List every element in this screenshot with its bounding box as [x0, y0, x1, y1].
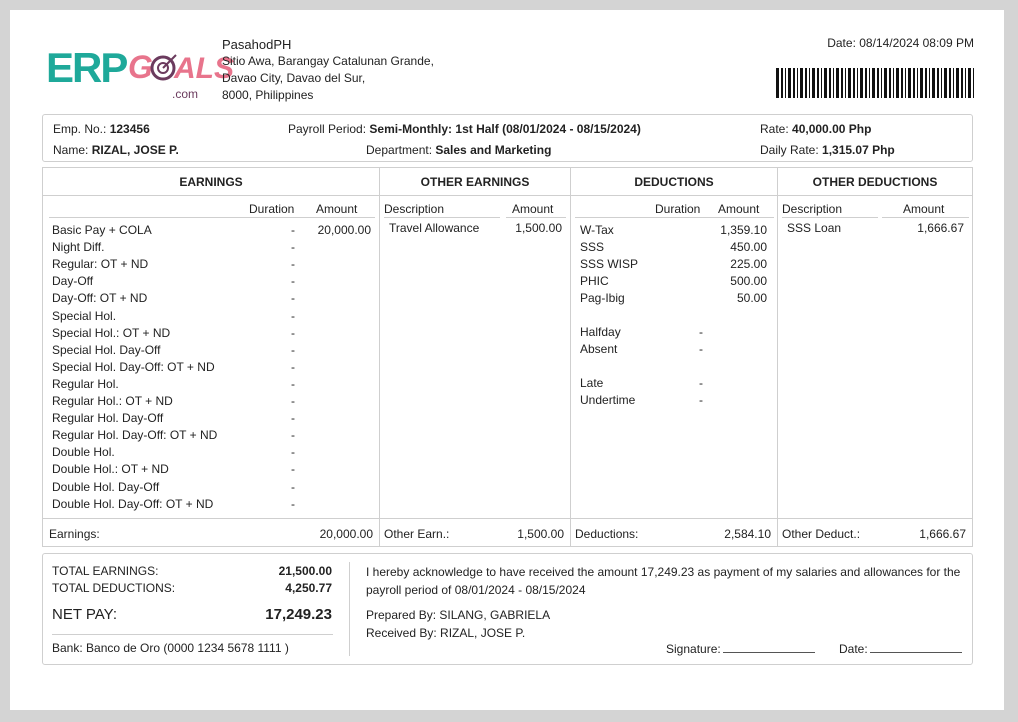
barcode-bar: [841, 68, 843, 98]
barcode-bar: [973, 68, 974, 98]
payroll-period-field: [288, 122, 641, 136]
earnings-total: 20,000.00: [319, 527, 373, 541]
earnings-row-label: Regular Hol. Day-Off: [52, 411, 164, 426]
barcode-bar: [853, 68, 855, 98]
emp-no-value: 123456: [109, 122, 150, 136]
divider: [52, 634, 333, 635]
print-date: Date: 08/14/2024 08:09 PM: [827, 36, 974, 50]
barcode-bar: [941, 68, 942, 98]
divider: [782, 217, 878, 218]
dept-label: Department:: [366, 143, 433, 157]
daily-rate-value: 1,315.07 Php: [822, 143, 895, 157]
deductions-row-label: Halfday: [580, 325, 621, 339]
acknowledgement-line: payroll period of 08/01/2024 - 08/15/2024: [366, 583, 586, 597]
barcode-bar: [881, 68, 882, 98]
date-label: Date:: [839, 642, 868, 656]
deductions-row-label: Late: [580, 376, 604, 390]
deductions-row-label: Undertime: [580, 393, 636, 407]
total-deductions-value: 4,250.77: [285, 581, 332, 595]
deductions-row-duration: -: [699, 342, 703, 356]
earnings-title: EARNINGS: [43, 168, 379, 196]
deductions-row-amount: 1,359.10: [720, 223, 767, 237]
col-description: Description: [782, 202, 843, 216]
other-deductions-section: [777, 168, 972, 546]
earnings-row-duration: -: [291, 462, 295, 477]
barcode-bar: [845, 68, 846, 98]
barcode-bar: [877, 68, 879, 98]
other-deductions-footer: [778, 518, 972, 546]
acknowledgement-line: I hereby acknowledge to have received the amount 17,249.23 as payment of my salaries and allowances for the: [366, 565, 961, 579]
barcode-bar: [925, 68, 927, 98]
earnings-row-label: Regular: OT + ND: [52, 257, 149, 272]
barcode-bar: [929, 68, 930, 98]
deductions-row-label: Absent: [580, 342, 618, 356]
barcode-bar: [961, 68, 963, 98]
divider: [882, 217, 969, 218]
barcode-bar: [932, 68, 935, 98]
date-field: [839, 642, 962, 656]
earnings-row-amount: 20,000.00: [317, 223, 371, 237]
earnings-row-duration: -: [291, 223, 295, 237]
barcode-bar: [805, 68, 807, 98]
other-earnings-row-label: Travel Allowance: [389, 221, 480, 235]
svg-text:.com: .com: [172, 87, 199, 101]
earnings-row-duration: -: [291, 257, 295, 272]
total-deductions-label: TOTAL DEDUCTIONS:: [52, 581, 176, 595]
dept-value: Sales and Marketing: [435, 143, 552, 157]
barcode-bar: [776, 68, 779, 98]
divider: [506, 217, 566, 218]
barcode-bar: [869, 68, 870, 98]
other-deductions-title: OTHER DEDUCTIONS: [778, 168, 972, 196]
earnings-row-duration: -: [291, 496, 295, 511]
pay-summary: [42, 553, 973, 665]
barcode-bar: [917, 68, 918, 98]
earnings-row-label: Regular Hol.: [52, 376, 119, 391]
received-by: Received By: RIZAL, JOSE P.: [366, 626, 526, 640]
earnings-row-duration: -: [291, 291, 295, 306]
company-name: PasahodPH: [222, 37, 292, 52]
col-amount: Amount: [903, 202, 945, 216]
emp-no-label: Emp. No.:: [53, 122, 107, 136]
signature-label: Signature:: [666, 642, 721, 656]
earnings-row-label: Night Diff.: [52, 240, 105, 255]
signature-field: [666, 642, 815, 656]
svg-text:G: G: [128, 49, 153, 85]
other-earnings-title: OTHER EARNINGS: [380, 168, 570, 196]
barcode-bar: [857, 68, 858, 98]
other-deductions-row-label: SSS Loan: [787, 221, 842, 235]
earnings-row-label: Special Hol.: OT + ND: [52, 325, 171, 340]
total-earnings-value: 21,500.00: [278, 564, 332, 578]
earnings-row-label: Basic Pay + COLA: [52, 223, 152, 237]
net-pay-label: NET PAY:: [52, 606, 118, 623]
deductions-footer: [571, 518, 777, 546]
deductions-row-amount: 450.00: [730, 240, 767, 254]
other-deductions-total-label: Other Deduct.:: [782, 527, 861, 541]
deductions-row-label: Pag-Ibig: [580, 291, 625, 305]
barcode-bar: [893, 68, 894, 98]
earnings-row-duration: -: [291, 342, 295, 357]
other-earnings-footer: [380, 518, 570, 546]
earnings-row-label: Regular Hol.: OT + ND: [52, 394, 173, 408]
earnings-row-label: Day-Off: OT + ND: [52, 291, 148, 306]
other-deductions-row-amount: 1,666.67: [917, 221, 964, 235]
name-field: [53, 143, 179, 157]
other-earnings-row-amount: 1,500.00: [515, 221, 562, 235]
deductions-row-label: SSS WISP: [580, 257, 639, 271]
barcode-bar: [800, 68, 803, 98]
barcode-bar: [884, 68, 887, 98]
payslip-sheet: [10, 10, 1004, 710]
barcode-bar: [953, 68, 954, 98]
earnings-row-label: Regular Hol. Day-Off: OT + ND: [52, 428, 218, 443]
payroll-breakdown: [42, 167, 973, 547]
barcode-bar: [821, 68, 822, 98]
barcode-bar: [896, 68, 899, 98]
earnings-row-duration: -: [291, 376, 295, 391]
earnings-row-label: Double Hol. Day-Off: [52, 479, 160, 494]
deductions-title: DEDUCTIONS: [571, 168, 777, 196]
earnings-row-duration: -: [291, 274, 295, 289]
rate-value: 40,000.00 Php: [792, 122, 872, 136]
earnings-row-label: Special Hol.: [52, 308, 117, 323]
barcode-bar: [920, 68, 923, 98]
erpgoals-logo: [46, 38, 234, 102]
deductions-row-amount: 50.00: [736, 291, 767, 305]
barcode-bar: [956, 68, 959, 98]
barcode-bar: [829, 68, 831, 98]
earnings-footer: [43, 518, 379, 546]
deductions-row-label: SSS: [580, 240, 605, 254]
barcode-bar: [944, 68, 947, 98]
svg-text:ERP: ERP: [46, 44, 127, 91]
prepared-by: Prepared By: SILANG, GABRIELA: [366, 608, 551, 622]
barcode-bar: [968, 68, 971, 98]
bank-info: Bank: Banco de Oro (0000 1234 5678 1111 ): [52, 641, 289, 655]
barcode-bar: [905, 68, 906, 98]
deductions-row-duration: -: [699, 376, 703, 390]
barcode-bar: [836, 68, 839, 98]
daily-rate-field: [760, 143, 895, 157]
deductions-total: 2,584.10: [724, 527, 771, 541]
earnings-total-label: Earnings:: [49, 527, 100, 541]
barcode-bar: [937, 68, 939, 98]
name-value: RIZAL, JOSE P.: [91, 143, 179, 157]
company-address-line: Davao City, Davao del Sur,: [222, 71, 366, 85]
earnings-row-duration: -: [291, 325, 295, 340]
earnings-row-duration: -: [291, 359, 295, 374]
earnings-row-duration: -: [291, 308, 295, 323]
col-duration: Duration: [249, 202, 295, 216]
date-line: [870, 643, 962, 653]
earnings-row-label: Special Hol. Day-Off: [52, 342, 161, 357]
earnings-row-duration: -: [291, 240, 295, 255]
deductions-row-label: W-Tax: [580, 223, 614, 237]
rate-label: Rate:: [760, 122, 789, 136]
daily-rate-label: Daily Rate:: [760, 143, 819, 157]
barcode-bar: [809, 68, 810, 98]
earnings-row-duration: -: [291, 479, 295, 494]
deductions-row-label: PHIC: [580, 274, 609, 288]
other-deductions-total: 1,666.67: [919, 527, 966, 541]
earnings-row-label: Double Hol. Day-Off: OT + ND: [52, 496, 214, 511]
company-address-line: Sitio Awa, Barangay Catalunan Grande,: [222, 54, 434, 68]
rate-field: [760, 122, 871, 136]
barcode-bar: [865, 68, 867, 98]
deductions-row-amount: 225.00: [730, 257, 767, 271]
deductions-row-amount: 500.00: [730, 274, 767, 288]
barcode-bar: [965, 68, 966, 98]
barcode-bar: [901, 68, 903, 98]
earnings-row-duration: -: [291, 445, 295, 460]
col-amount: Amount: [316, 202, 358, 216]
barcode-bar: [797, 68, 798, 98]
col-amount: Amount: [718, 202, 760, 216]
barcode-bar: [812, 68, 815, 98]
barcode-bar: [817, 68, 819, 98]
earnings-row-duration: -: [291, 428, 295, 443]
earnings-row-label: Double Hol.: [52, 445, 115, 460]
barcode-bar: [788, 68, 791, 98]
deductions-total-label: Deductions:: [575, 527, 639, 541]
signature-line: [723, 643, 815, 653]
other-earnings-section: [379, 168, 570, 546]
barcode-bar: [785, 68, 786, 98]
col-description: Description: [384, 202, 445, 216]
divider: [384, 217, 500, 218]
employee-info: [42, 114, 973, 162]
svg-text:ALS: ALS: [174, 52, 234, 85]
net-pay-value: 17,249.23: [265, 606, 332, 623]
barcode-bar: [949, 68, 951, 98]
barcode-bar: [824, 68, 827, 98]
col-duration: Duration: [655, 202, 701, 216]
earnings-row-label: Double Hol.: OT + ND: [52, 462, 169, 477]
earnings-row-duration: -: [291, 394, 295, 408]
divider: [49, 217, 375, 218]
col-amount: Amount: [512, 202, 554, 216]
divider: [575, 217, 774, 218]
barcode-bar: [872, 68, 875, 98]
company-address-line: 8000, Philippines: [222, 88, 314, 102]
barcode: [776, 68, 974, 98]
period-label: Payroll Period:: [288, 122, 367, 136]
company-info: [222, 36, 434, 104]
divider: [349, 562, 350, 656]
total-earnings-label: TOTAL EARNINGS:: [52, 564, 159, 578]
other-earnings-total-label: Other Earn.:: [384, 527, 450, 541]
deductions-section: [570, 168, 777, 546]
period-value: Semi-Monthly: 1st Half (08/01/2024 - 08/15/2024): [369, 122, 641, 136]
earnings-row-label: Day-Off: [52, 274, 94, 289]
earnings-section: [43, 168, 379, 546]
other-earnings-total: 1,500.00: [517, 527, 564, 541]
barcode-bar: [793, 68, 795, 98]
deductions-row-duration: -: [699, 325, 703, 339]
emp-no-field: [53, 122, 150, 136]
department-field: [366, 143, 551, 157]
barcode-bar: [908, 68, 911, 98]
earnings-row-label: Special Hol. Day-Off: OT + ND: [52, 359, 215, 374]
barcode-bar: [860, 68, 863, 98]
barcode-bar: [913, 68, 915, 98]
name-label: Name:: [53, 143, 89, 157]
barcode-bar: [833, 68, 834, 98]
barcode-bar: [781, 68, 783, 98]
deductions-row-duration: -: [699, 393, 703, 407]
barcode-bar: [848, 68, 851, 98]
earnings-row-duration: -: [291, 411, 295, 426]
barcode-bar: [889, 68, 891, 98]
